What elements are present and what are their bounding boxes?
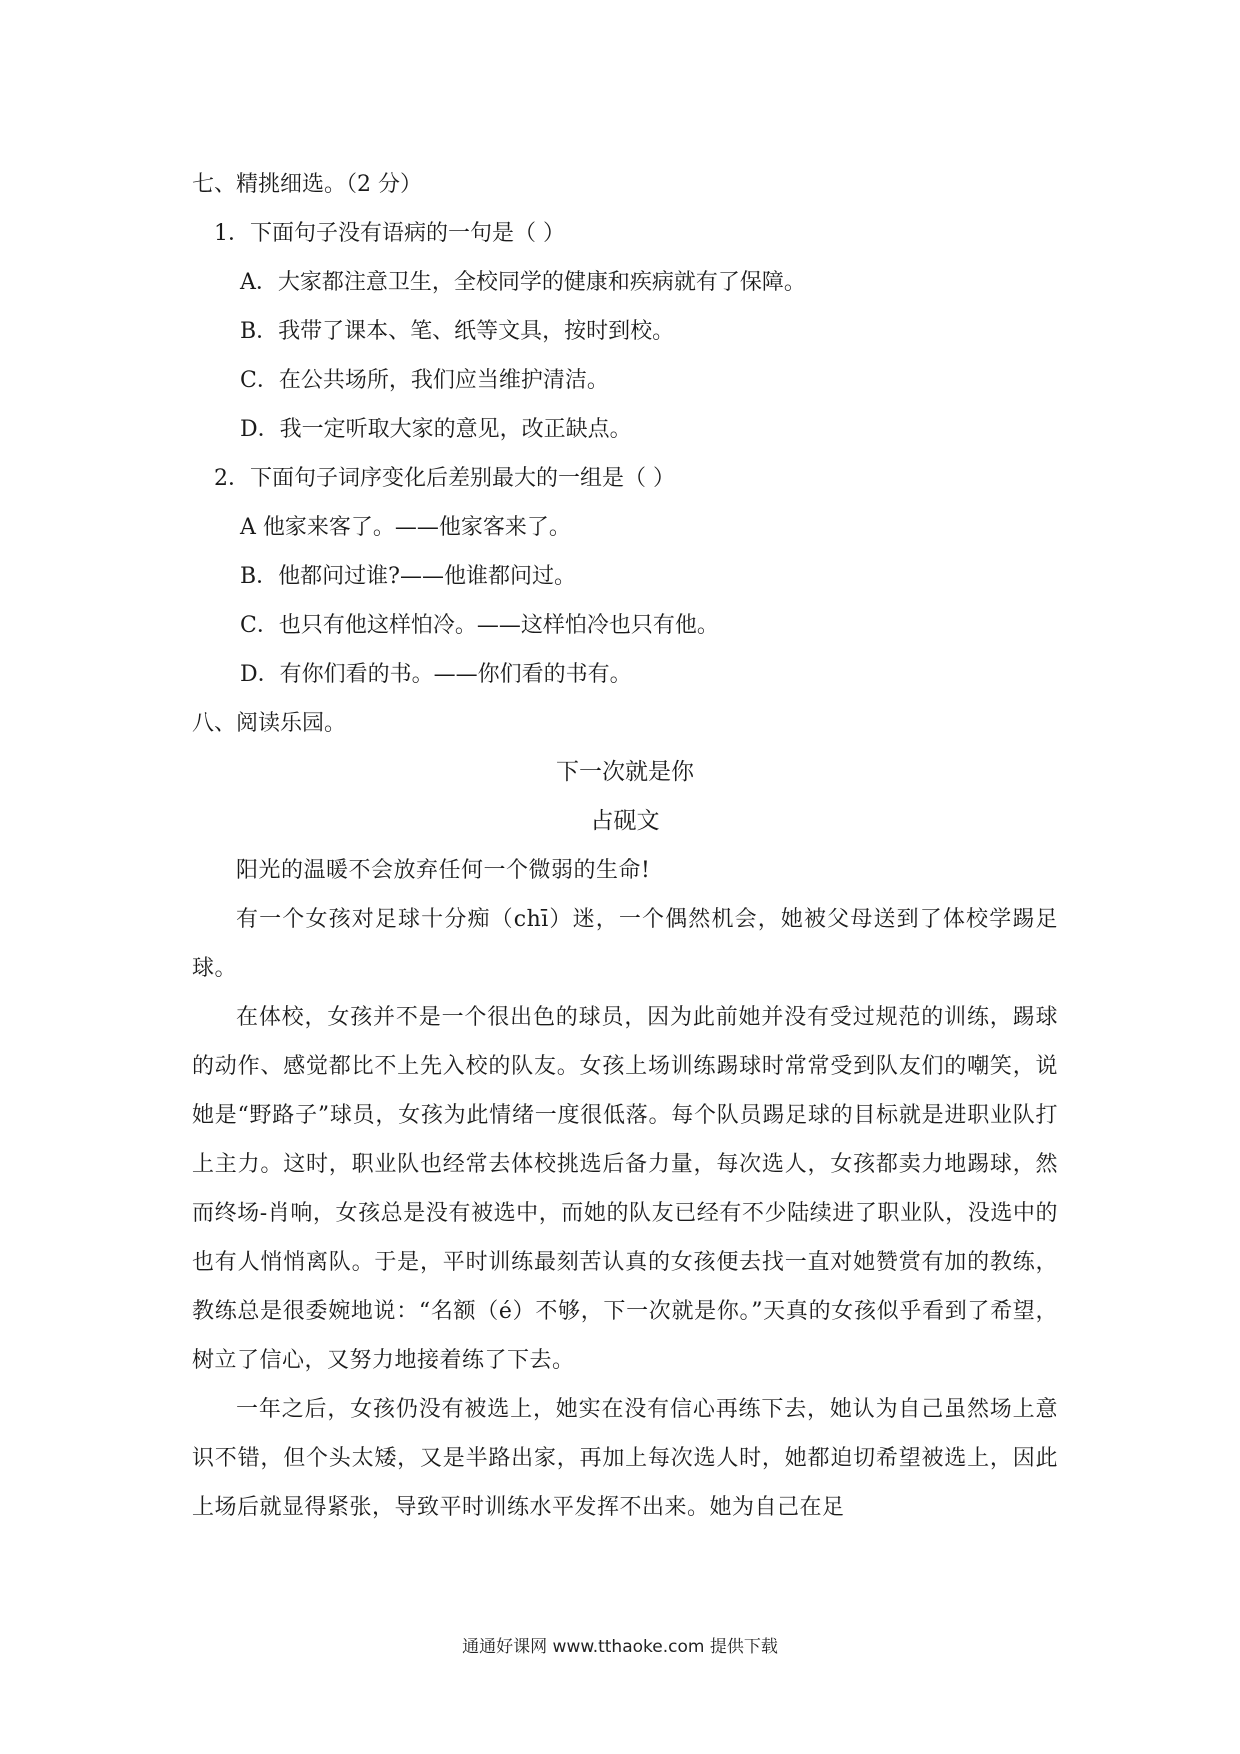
- question-2-option-b: B．他都问过谁?——他谁都问过。: [240, 564, 576, 589]
- article-paragraph-2: 有一个女孩对足球十分痴（chī）迷，一个偶然机会，她被父母送到了体校学踢足球。: [192, 907, 1058, 981]
- question-1-option-a: A．大家都注意卫生，全校同学的健康和疾病就有了保障。: [240, 270, 806, 295]
- question-1-option-c: C．在公共场所，我们应当维护清洁。: [240, 368, 609, 393]
- section-8-title: 八、阅读乐园。: [192, 711, 347, 736]
- question-2-option-d: D．有你们看的书。——你们看的书有。: [240, 662, 632, 687]
- section-7-title: 七、精挑细选。（2 分）: [192, 172, 422, 197]
- question-2-option-c: C．也只有他这样怕冷。——这样怕冷也只有他。: [240, 613, 719, 638]
- article-paragraph-3: 在体校，女孩并不是一个很出色的球员，因为此前她并没有受过规范的训练，踢球的动作、感觉都比不上先入校的队友。女孩上场训练踢球时常常受到队友们的嘲笑，说她是“野路子”球员，女孩为此情绪一度很低落。每个队员踢足球的目标就是进职业队打上主力。这时，职业队也经常去体校挑选后备力量，每次选人，女孩都卖力地踢球，然而终场-肖响，女孩总是没有被选中，而她的队友已经有不少陆续进了职业队，没选中的也有人悄悄离队。于是，平时训练最刻苦认真的女孩便去找一直对她赞赏有加的教练，教练总是很委婉地说：“名额（é）不够，下一次就是你。”天真的女孩似乎看到了希望，树立了信心，又努力地接着练了下去。: [192, 1005, 1058, 1373]
- question-1-option-b: B．我带了课本、笔、纸等文具，按时到校。: [240, 319, 675, 344]
- article-title: 下一次就是你: [556, 759, 694, 785]
- article-author: 占砚文: [590, 808, 660, 834]
- question-2-stem: 2．下面句子词序变化后差别最大的一组是（ ）: [214, 466, 675, 491]
- article-paragraph-4: 一年之后，女孩仍没有被选上，她实在没有信心再练下去，她认为自己虽然场上意识不错，但个头太矮，又是半路出家，再加上每次选人时，她都迫切希望被选上，因此上场后就显得紧张，导致平时训练水平发挥不出来。她为自己在足: [192, 1397, 1058, 1520]
- question-2-option-a: A 他家来客了。——他家客来了。: [240, 515, 571, 540]
- document-body: [192, 160, 1058, 1532]
- article-paragraph-1: 阳光的温暖不会放弃任何一个微弱的生命!: [236, 858, 651, 883]
- page-footer: 通通好课网 www.tthaoke.com 提供下载: [462, 1637, 778, 1657]
- question-1-option-d: D．我一定听取大家的意见，改正缺点。: [240, 417, 632, 442]
- question-1-stem: 1．下面句子没有语病的一句是（ ）: [214, 221, 565, 246]
